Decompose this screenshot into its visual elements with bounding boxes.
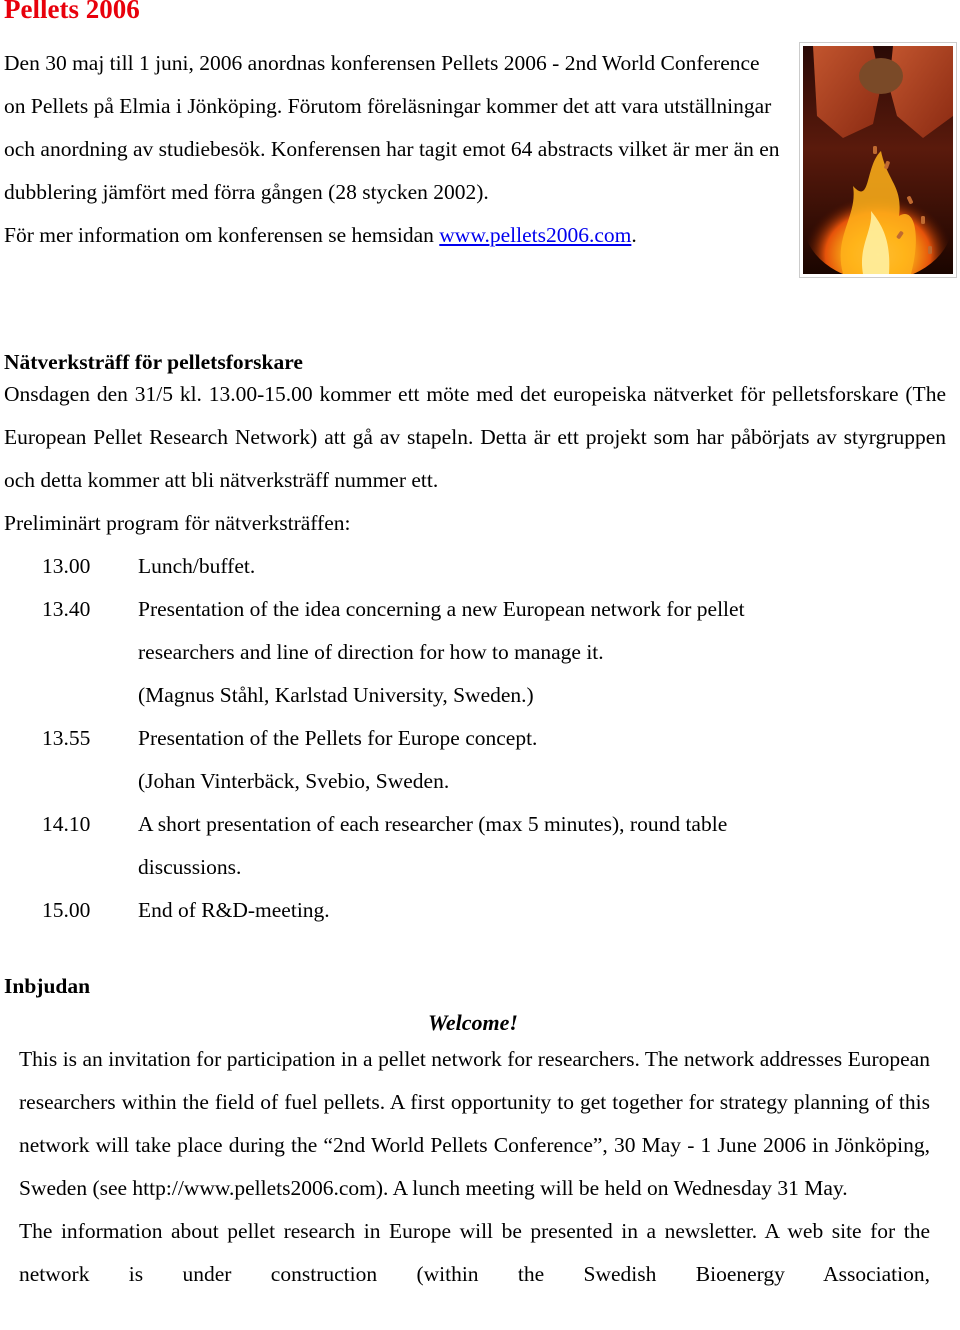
more-info-text: För mer information om konferensen se hemsidan xyxy=(4,223,440,247)
network-section xyxy=(4,373,946,545)
program-line: (Johan Vinterbäck, Svebio, Sweden. xyxy=(138,769,450,793)
invitation-paragraph: This is an invitation for participation in a pellet network for researchers. The network addresses European researchers within the field of fuel pellets. A first opportunity to get together for strategy planning of this network will take place during the “2nd World Pellets Conference”, 30 May - 1 June 2006 in Jönköping, Sweden (see http://www.pellets2006.com). A lunch meeting will be held on Wednesday 31 May. xyxy=(19,1047,930,1200)
intro-paragraph: Den 30 maj till 1 juni, 2006 anordnas konferensen Pellets 2006 - 2nd World Conference on Pellets på Elmia i Jönköping. Förutom föreläsningar kommer det att vara utställningar och anordning av studiebesök. Konferensen har tagit emot 64 abstracts vilket är mer än en dubblering jämfört med förra gången (28 stycken 2002). xyxy=(4,51,780,204)
program-intro: Preliminärt program för nätverksträffen: xyxy=(4,511,351,535)
program-line: discussions. xyxy=(138,855,242,879)
more-info-suffix: . xyxy=(631,223,637,247)
more-info-line xyxy=(4,214,782,257)
program-line: Presentation of the Pellets for Europe concept. xyxy=(138,726,538,750)
invitation-heading: Inbjudan xyxy=(4,974,91,998)
intro-section xyxy=(4,42,782,257)
program-item xyxy=(42,588,862,717)
program-item xyxy=(42,717,862,803)
program-line: Lunch/buffet. xyxy=(138,554,256,578)
program-line: (Magnus Ståhl, Karlstad University, Sweden.) xyxy=(138,683,534,707)
program-item xyxy=(42,803,862,889)
invitation-section xyxy=(19,1038,930,1296)
program-line: Presentation of the idea concerning a new European network for pellet xyxy=(138,597,745,621)
program-line: A short presentation of each researcher (max 5 minutes), round table xyxy=(138,812,728,836)
program-time: 13.55 xyxy=(42,726,91,750)
conference-website-link[interactable]: www.pellets2006.com xyxy=(439,223,632,247)
pellets-fire-image xyxy=(803,46,953,274)
program-list xyxy=(42,545,862,932)
program-time: 13.40 xyxy=(42,597,91,621)
program-time: 13.00 xyxy=(42,554,91,578)
pellets-fire-photo xyxy=(800,43,956,277)
welcome-text: Welcome! xyxy=(427,1010,518,1035)
network-body: Onsdagen den 31/5 kl. 13.00-15.00 kommer ett möte med det europeiska nätverket för pelletsforskare (The European Pellet Research Network) att gå av stapeln. Detta är ett projekt som har påbörjats av styrgruppen och detta kommer att bli nätverksträff nummer ett. xyxy=(4,382,946,492)
program-item xyxy=(42,889,862,932)
program-line: End of R&D-meeting. xyxy=(138,898,330,922)
invitation-paragraph-2: The information about pellet research in Europe will be presented in a newsletter. A web site for the network is under construction (within the Swedish Bioenergy Association, xyxy=(19,1219,930,1286)
program-item xyxy=(42,545,862,588)
network-heading: Nätverksträff för pelletsforskare xyxy=(4,350,303,374)
program-line: researchers and line of direction for how to manage it. xyxy=(138,640,604,664)
program-time: 14.10 xyxy=(42,812,91,836)
page-title: Pellets 2006 xyxy=(4,0,140,24)
program-time: 15.00 xyxy=(42,898,91,922)
